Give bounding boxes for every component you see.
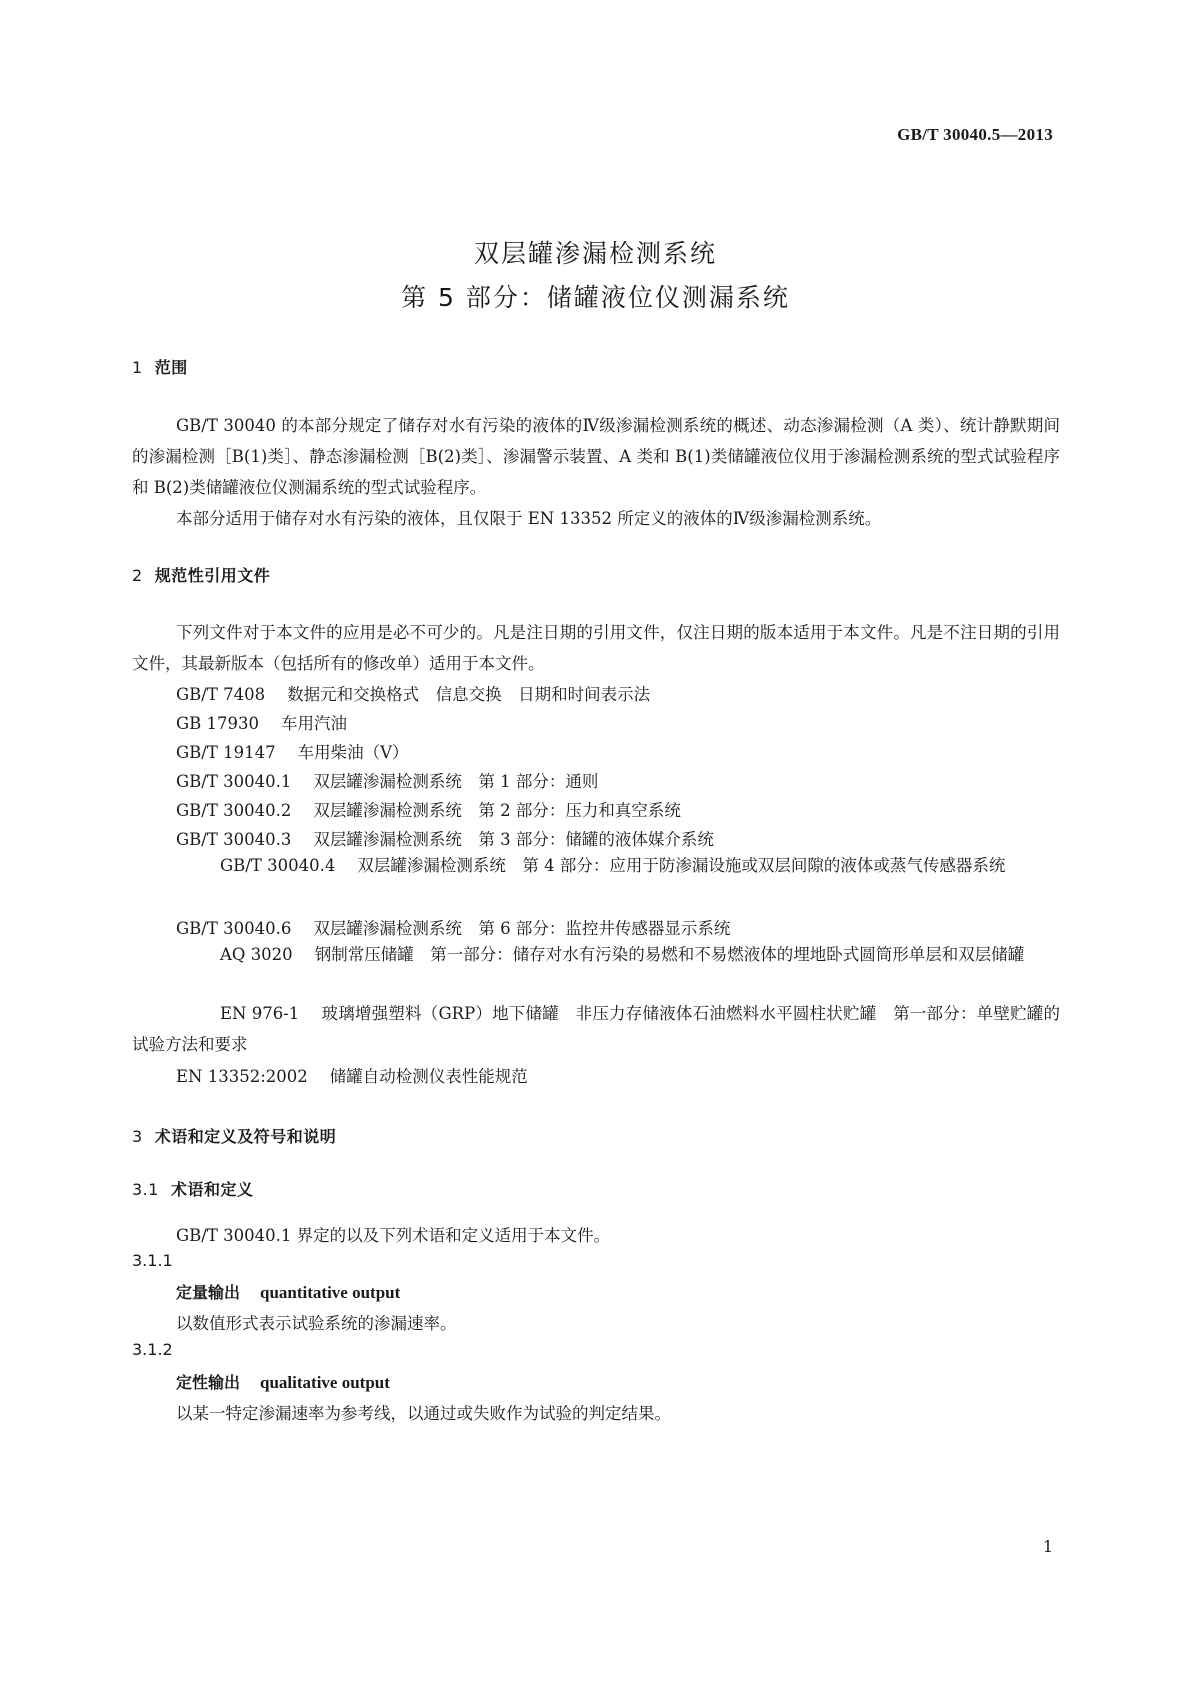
document-subtitle: 第 5 部分：储罐液位仪测漏系统 <box>401 283 790 312</box>
reference-code: GB/T 30040.4 <box>220 856 336 875</box>
reference-item <box>132 850 1060 881</box>
reference-code: GB/T 30040.2 <box>176 801 292 820</box>
reference-code: GB/T 19147 <box>176 743 276 762</box>
section-number: 3 <box>132 1127 143 1146</box>
term-definition: 以某一特定渗漏速率为参考线，以通过或失败作为试验的判定结果。 <box>176 1404 671 1423</box>
reference-item <box>176 739 409 763</box>
reference-title: 数据元和交换格式 信息交换 日期和时间表示法 <box>287 685 651 704</box>
reference-title: 双层罐渗漏检测系统 第 3 部分：储罐的液体媒介系统 <box>313 830 714 849</box>
term-definition: 以数值形式表示试验系统的渗漏速率。 <box>176 1314 457 1333</box>
reference-code: AQ 3020 <box>220 945 293 964</box>
page-number: 1 <box>1042 1537 1053 1556</box>
reference-item <box>176 768 598 792</box>
term-number: 3.1.2 <box>132 1340 173 1359</box>
section-title: 术语和定义及符号和说明 <box>154 1127 337 1146</box>
term-english: quantitative output <box>260 1283 401 1302</box>
section-heading-terms <box>132 1124 336 1147</box>
section-number: 2 <box>132 566 143 585</box>
reference-title: 玻璃增强塑料（GRP）地下储罐 非压力存储液体石油燃料水平圆柱状贮罐 第一部分：单壁贮罐的试验方法和要求 <box>132 1004 1060 1054</box>
term-chinese: 定量输出 <box>176 1283 241 1302</box>
term-english: qualitative output <box>260 1373 390 1392</box>
reference-item <box>176 1063 528 1087</box>
references-intro: 下列文件对于本文件的应用是必不可少的。凡是注日期的引用文件，仅注日期的版本适用于本文件。凡是不注日期的引用文件，其最新版本（包括所有的修改单）适用于本文件。 <box>132 623 1060 673</box>
section-heading-normative-references <box>132 563 270 586</box>
standard-code: GB/T 30040.5—2013 <box>897 125 1053 144</box>
reference-title: 双层罐渗漏检测系统 第 1 部分：通则 <box>313 772 599 791</box>
term-number: 3.1.1 <box>132 1251 173 1270</box>
reference-title: 双层罐渗漏检测系统 第 4 部分：应用于防渗漏设施或双层间隙的液体或蒸气传感器系统 <box>357 856 1006 875</box>
reference-item <box>176 681 650 705</box>
section-title: 规范性引用文件 <box>154 566 271 585</box>
reference-code: GB 17930 <box>176 714 260 733</box>
reference-title: 车用柴油（Ⅴ） <box>297 743 409 762</box>
reference-item <box>176 915 730 939</box>
reference-item <box>176 797 681 821</box>
scope-paragraph-1: GB/T 30040 的本部分规定了储存对水有污染的液体的Ⅳ级渗漏检测系统的概述、动态渗漏检测（A 类）、统计静默期间的渗漏检测［B(1)类］、静态渗漏检测［B(2)类］、渗漏警示装置、A 类和 B(1)类储罐液位仪用于渗漏检测系统的型式试验程序和 B(2)类储罐液位仪测漏系统的型式试验程序。 <box>132 416 1060 497</box>
section-number: 3.1 <box>132 1180 159 1199</box>
reference-item <box>132 939 1060 970</box>
reference-title: 储罐自动检测仪表性能规范 <box>329 1067 528 1086</box>
document-title: 双层罐渗漏检测系统 <box>473 239 717 268</box>
section-number: 1 <box>132 358 143 377</box>
section-title: 术语和定义 <box>170 1180 254 1199</box>
reference-code: GB/T 30040.1 <box>176 772 292 791</box>
reference-code: GB/T 30040.3 <box>176 830 292 849</box>
reference-code: EN 976-1 <box>220 1004 300 1023</box>
term-entry <box>176 1280 400 1303</box>
term-chinese: 定性输出 <box>176 1373 241 1392</box>
scope-paragraph-2: 本部分适用于储存对水有污染的液体，且仅限于 EN 13352 所定义的液体的Ⅳ级渗漏检测系统。 <box>176 509 882 528</box>
terms-intro: GB/T 30040.1 界定的以及下列术语和定义适用于本文件。 <box>176 1226 611 1245</box>
reference-item <box>176 826 714 850</box>
reference-code: EN 13352:2002 <box>176 1067 308 1086</box>
term-entry <box>176 1370 390 1393</box>
reference-title: 钢制常压储罐 第一部分：储存对水有污染的易燃和不易燃液体的埋地卧式圆筒形单层和双层储罐 <box>314 945 1025 964</box>
reference-item <box>132 998 1060 1060</box>
reference-title: 双层罐渗漏检测系统 第 2 部分：压力和真空系统 <box>313 801 681 820</box>
reference-item <box>176 710 347 734</box>
reference-code: GB/T 7408 <box>176 685 266 704</box>
reference-title: 双层罐渗漏检测系统 第 6 部分：监控井传感器显示系统 <box>313 919 731 938</box>
reference-code: GB/T 30040.6 <box>176 919 292 938</box>
subsection-heading-terms-definitions <box>132 1177 253 1200</box>
section-heading-scope <box>132 355 188 378</box>
section-title: 范围 <box>154 358 188 377</box>
reference-title: 车用汽油 <box>281 714 348 733</box>
